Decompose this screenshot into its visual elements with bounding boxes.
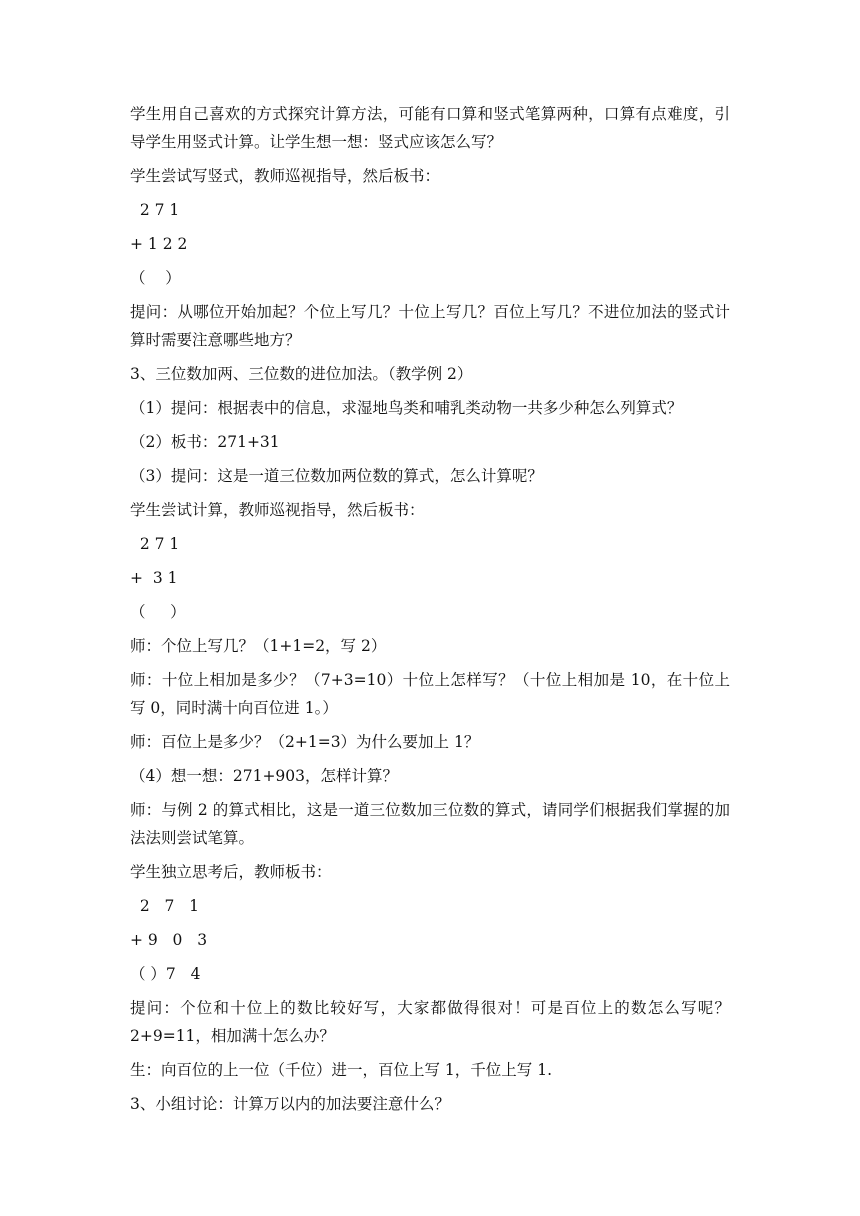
paragraph-question-1: 提问：从哪位开始加起？个位上写几？十位上写几？百位上写几？不进位加法的竖式计算时需要注意哪些地方？ [130,303,730,349]
paragraph-explore-methods: 学生用自己喜欢的方式探究计算方法，可能有口算和竖式笔算两种，口算有点难度，引导学生用竖式计算。让学生想一想：竖式应该怎么写？ [130,105,730,151]
vertical-calc-1-row-2: + 1 2 2 [130,235,188,253]
vertical-calc-3-result: （ ）7 4 [130,965,201,983]
paragraph-step-1: （1）提问：根据表中的信息，求湿地鸟类和哺乳类动物一共多少种怎么列算式？ [130,399,683,417]
paragraph-student-answer: 生：向百位的上一位（千位）进一，百位上写 1，千位上写 1. [130,1061,553,1079]
document-page [130,100,730,1124]
vertical-calc-3-row-2: + 9 0 3 [130,931,208,949]
paragraph-step-2: （2）板书：271+31 [130,433,280,451]
section-heading-group-discussion: 3、小组讨论：计算万以内的加法要注意什么？ [130,1095,450,1113]
paragraph-question-hundreds: 提问：个位和十位上的数比较好写，大家都做得很对！可是百位上的数怎么写呢？2+9=11，相加满十怎么办？ [130,999,730,1045]
vertical-calc-2-row-2: + 3 1 [130,569,178,587]
paragraph-teacher-ones: 师：个位上写几？（1+1=2，写 2） [130,637,387,655]
vertical-calc-3-row-1: 2 7 1 [130,897,200,915]
vertical-calc-2-result: （ ） [130,603,186,621]
paragraph-board-intro-3: 学生独立思考后，教师板书： [130,863,332,881]
paragraph-teacher-tens: 师：十位上相加是多少？（7+3=10）十位上怎样写？（十位上相加是 10，在十位上写 0，同时满十向百位进 1。） [130,671,730,717]
paragraph-step-4: （4）想一想：271+903，怎样计算？ [130,767,399,785]
paragraph-board-intro-1: 学生尝试写竖式，教师巡视指导，然后板书： [130,167,441,185]
vertical-calc-1-result: （ ） [130,269,181,287]
paragraph-board-intro-2: 学生尝试计算，教师巡视指导，然后板书： [130,501,425,519]
paragraph-teacher-hundreds: 师：百位上是多少？（2+1=3）为什么要加上 1？ [130,733,480,751]
vertical-calc-1-row-1: 2 7 1 [130,201,180,219]
section-heading-carry-addition: 3、三位数加两、三位数的进位加法。（教学例 2） [130,365,473,383]
paragraph-teacher-compare: 师：与例 2 的算式相比，这是一道三位数加三位数的算式，请同学们根据我们掌握的加法法则尝试笔算。 [130,801,730,847]
vertical-calc-2-row-1: 2 7 1 [130,535,180,553]
paragraph-step-3: （3）提问：这是一道三位数加两位数的算式，怎么计算呢？ [130,467,543,485]
